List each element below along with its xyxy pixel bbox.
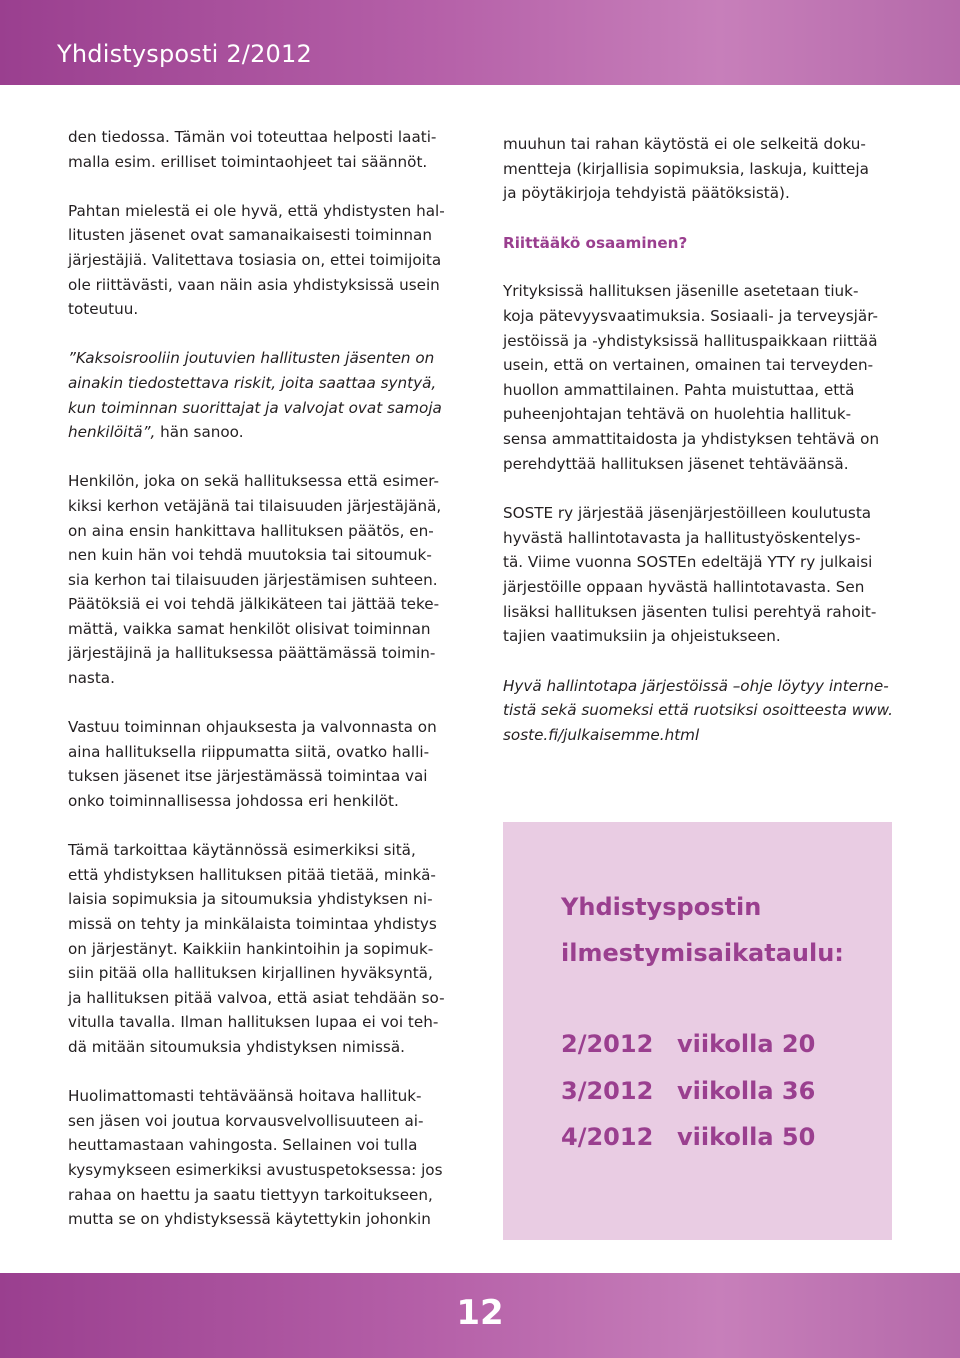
text-line: Tämä tarkoittaa käytännössä esimerkiksi sitä, (68, 841, 416, 860)
text-line: jestöissä ja -yhdistyksissä hallituspaikkaan riittää (503, 331, 878, 350)
right-paragraph-4-link-note (503, 674, 895, 748)
body-paragraph (68, 125, 460, 174)
text-line: usein, että on vertainen, omainen tai terveyden- (503, 356, 874, 375)
text-line: on aina ensin hankittava hallituksen päätös, en- (68, 521, 434, 540)
schedule-issue: 3/2012 (561, 1077, 654, 1105)
text-line: kiksi kerhon vetäjänä tai tilaisuuden järjestäjänä, (68, 496, 442, 515)
text-line: nasta. (68, 669, 115, 688)
schedule-title-line-2: ilmestymisaikataulu: (561, 939, 844, 967)
text-line: ole riittävästi, vaan näin asia yhdistyksissä usein (68, 275, 440, 294)
text-line: tajien vaatimuksiin ja ohjeistukseen. (503, 627, 781, 646)
text-line: tistä sekä suomeksi että ruotsiksi osoitteesta www. (503, 701, 893, 720)
text-line: koja pätevyysvaatimuksia. Sosiaali- ja terveysjär- (503, 306, 878, 325)
schedule-week: viikolla 50 (677, 1123, 816, 1151)
text-line: missä on tehty ja minkälaista toimintaa yhdistys (68, 915, 437, 933)
text-line: ja pöytäkirjoja tehdyistä päätöksistä). (503, 184, 790, 203)
text-line: nen kuin hän voi tehdä muutoksia tai sitoumuk- (68, 546, 432, 565)
left-column (68, 125, 460, 1232)
text-line: huollon ammattilainen. Pahta muistuttaa, että (503, 380, 855, 399)
text-line: hyvästä hallintotavasta ja hallitustyöskentelys- (503, 528, 861, 547)
text-line: Hyvä hallintotapa järjestöissä –ohje löytyy interne- (503, 676, 889, 695)
schedule-issue: 4/2012 (561, 1123, 654, 1151)
text-line: heuttamastaan vahingosta. Sellainen voi tulla (68, 1136, 418, 1155)
text-line: litusten jäsenet ovat samanaikaisesti toiminnan (68, 226, 432, 245)
text-line: Huolimattomasti tehtäväänsä hoitava hallituk- (68, 1087, 422, 1106)
text-line: puheenjohtajan tehtävä on huolehtia hallituk- (503, 405, 852, 424)
page-footer (0, 1273, 960, 1358)
right-paragraph-3 (503, 501, 895, 649)
body-paragraph (68, 1084, 460, 1232)
schedule-box (503, 822, 892, 1240)
text-line: den tiedossa. Tämän voi toteuttaa helposti laati- (68, 128, 437, 146)
text-line: laisia sopimuksia ja sitoumuksia yhdistyksen ni- (68, 890, 433, 909)
text-line: Pahtan mielestä ei ole hyvä, että yhdistysten hal- (68, 201, 445, 220)
text-line: rahaa on haettu ja saatu tiettyyn tarkoitukseen, (68, 1185, 433, 1204)
page-number: 12 (456, 1293, 504, 1333)
schedule-week: viikolla 20 (677, 1030, 816, 1058)
text-line: Henkilön, joka on sekä hallituksessa että esimer- (68, 472, 439, 491)
text-line: ”Kaksoisrooliin joutuvien hallitusten jäsenten on (68, 349, 435, 368)
page-header (0, 0, 960, 85)
text-line: henkilöitä”, hän sanoo. (68, 423, 244, 442)
text-line: dä mitään sitoumuksia yhdistyksen nimissä. (68, 1037, 405, 1056)
text-line: ainakin tiedostettava riskit, joita saattaa syntyä, (68, 373, 437, 392)
section-heading: Riittääkö osaaminen? (503, 233, 688, 252)
text-line: lisäksi hallituksen jäsenten tulisi perehtyä rahoit- (503, 602, 877, 621)
text-line: Vastuu toiminnan ohjauksesta ja valvonnasta on (68, 718, 437, 737)
text-line: järjestäjiä. Valitettava tosiasia on, ettei toimijoita (68, 250, 442, 269)
text-line: sen jäsen voi joutua korvausvelvollisuuteen ai- (68, 1111, 424, 1130)
publication-title: Yhdistysposti 2/2012 (57, 40, 312, 68)
text-line: kun toiminnan suorittajat ja valvojat ovat samoja (68, 398, 442, 417)
text-line: perehdyttää hallituksen jäsenet tehtäväänsä. (503, 454, 849, 473)
text-line: sia kerhon tai tilaisuuden järjestämisen suhteen. (68, 570, 438, 589)
body-paragraph (68, 715, 460, 813)
right-column (503, 132, 895, 747)
text-line: onko toiminnallisessa johdossa eri henkilöt. (68, 792, 399, 811)
text-line: soste.fi/julkaisemme.html (503, 725, 700, 744)
text-line: SOSTE ry järjestää jäsenjärjestöilleen koulutusta (503, 504, 872, 523)
text-line: kysymykseen esimerkiksi avustuspetoksessa: jos (68, 1160, 443, 1179)
text-line: järjestäjinä ja hallituksessa päättämässä toimin- (68, 644, 436, 663)
text-line: mutta se on yhdistyksessä käytettykin johonkin (68, 1210, 431, 1229)
text-line: toteutuu. (68, 300, 139, 319)
text-line: vitulla tavalla. Ilman hallituksen lupaa ei voi teh- (68, 1013, 439, 1032)
text-line: ja hallituksen pitää valvoa, että asiat tehdään so- (68, 988, 445, 1007)
text-line: on järjestänyt. Kaikkiin hankintoihin ja sopimuk- (68, 939, 434, 958)
text-line: malla esim. erilliset toimintaohjeet tai säännöt. (68, 152, 428, 171)
schedule-row (561, 1077, 815, 1105)
text-line: muuhun tai rahan käytöstä ei ole selkeitä doku- (503, 135, 866, 153)
schedule-row (561, 1030, 815, 1058)
body-paragraph (68, 838, 460, 1059)
text-line: mättä, vaikka samat henkilöt olisivat toiminnan (68, 619, 431, 638)
schedule-week: viikolla 36 (677, 1077, 816, 1105)
quote-paragraph (68, 346, 460, 444)
text-line: Yrityksissä hallituksen jäsenille asetetaan tiuk- (503, 282, 859, 301)
text-line: järjestöille oppaan hyvästä hallintotavasta. Sen (503, 577, 865, 596)
body-paragraph (68, 199, 460, 322)
text-line: Päätöksiä ei voi tehdä jälkikäteen tai jättää teke- (68, 595, 440, 614)
text-line: tä. Viime vuonna SOSTEn edeltäjä YTY ry julkaisi (503, 553, 873, 572)
text-line: aina hallituksella riippumatta siitä, ovatko halli- (68, 742, 430, 761)
text-line: tuksen jäsenet itse järjestämässä toimintaa vai (68, 767, 428, 786)
text-line: sensa ammattitaidosta ja yhdistyksen tehtävä on (503, 429, 880, 448)
schedule-issue: 2/2012 (561, 1030, 654, 1058)
right-paragraph-2 (503, 279, 895, 476)
text-line: että yhdistyksen hallituksen pitää tietää, minkä- (68, 865, 436, 884)
schedule-row (561, 1123, 815, 1151)
text-line: mentteja (kirjallisia sopimuksia, laskuja, kuitteja (503, 159, 869, 178)
text-line: siin pitää olla hallituksen kirjallinen hyväksyntä, (68, 964, 433, 983)
right-paragraph-1 (503, 132, 895, 206)
schedule-title (561, 884, 881, 976)
schedule-title-line-1: Yhdistyspostin (561, 893, 762, 921)
body-paragraph (68, 469, 460, 690)
